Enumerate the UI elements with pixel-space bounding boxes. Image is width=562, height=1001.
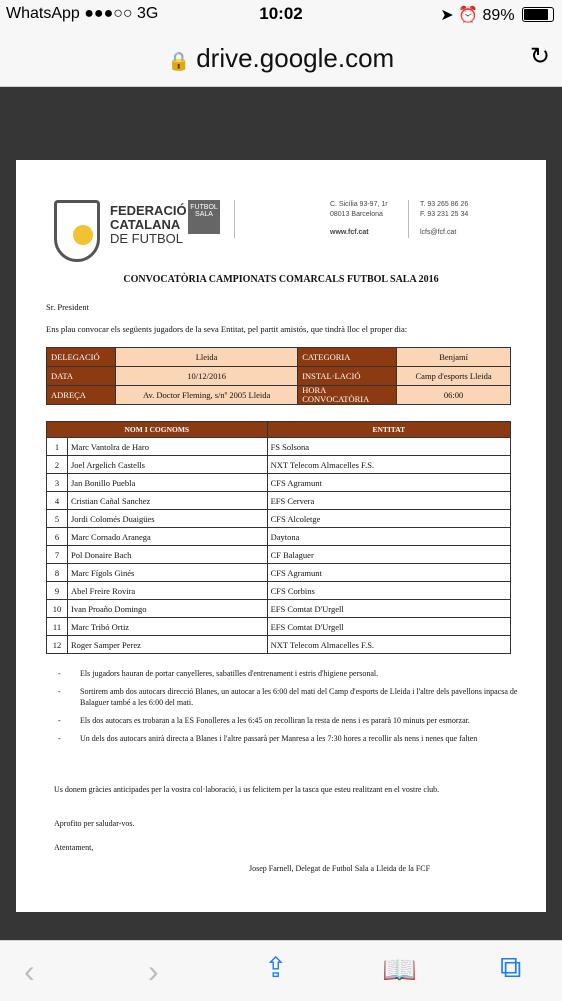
document-page — [16, 160, 546, 912]
futsal-badge: FUTBOL SALA — [188, 200, 220, 234]
note-item: - Un dels dos autocars anirà directa a Blanes i l'altre passarà per Manresa a les 7:30 hores a recollir als nens i nenes que falten — [58, 733, 518, 744]
player-club: Daytona — [267, 528, 510, 546]
value-categoria: Benjamí — [397, 348, 511, 367]
alarm-icon: ⏰ — [458, 7, 479, 24]
email: lcfs@fcf.cat — [420, 229, 457, 236]
divider — [234, 200, 235, 238]
clock: 10:02 — [259, 4, 303, 23]
org-name-line1: FEDERACIÓ — [110, 203, 187, 218]
battery-indicator — [440, 5, 554, 25]
label-installacio: INSTAL·LACIÓ — [298, 367, 397, 386]
signature: Josep Farnell, Delegat de Futbol Sala a Lleida de la FCF — [249, 864, 431, 873]
player-name: Jan Bonillo Puebla — [68, 474, 268, 492]
url-text: drive.google.com — [196, 43, 395, 73]
player-number: 12 — [47, 636, 68, 654]
org-name-line3: DE FUTBOL — [110, 231, 183, 246]
player-number: 10 — [47, 600, 68, 618]
player-club: CFS Agramunt — [267, 564, 510, 582]
web-address: www.fcf.cat — [330, 229, 369, 236]
table-row — [47, 618, 511, 636]
reload-icon[interactable]: ↻ — [529, 43, 550, 70]
notes-list — [58, 668, 518, 751]
player-name: Roger Samper Perez — [68, 636, 268, 654]
player-club: CFS Corbins — [267, 582, 510, 600]
header-name: NOM I COGNOMS — [47, 422, 268, 438]
share-icon[interactable]: ⇪ — [264, 952, 288, 983]
label-delegacio: DELEGACIÓ — [47, 348, 116, 367]
player-name: Marc Vantolra de Haro — [68, 438, 268, 456]
battery-icon — [522, 7, 554, 22]
table-row — [47, 438, 511, 456]
player-club: EFS Comtat D'Urgell — [267, 600, 510, 618]
player-club: CFS Agramunt — [267, 474, 510, 492]
forward-icon[interactable]: › — [148, 953, 159, 989]
player-number: 6 — [47, 528, 68, 546]
address-line2: 08013 Barcelona — [330, 211, 383, 218]
match-info-table — [46, 347, 511, 405]
player-name: Ivan Proaño Domingo — [68, 600, 268, 618]
lock-icon: 🔒 — [167, 51, 191, 71]
player-club: FS Solsona — [267, 438, 510, 456]
greeting: Sr. President — [46, 302, 89, 312]
note-item: - Els dos autocars es trobaran a la ES Fonolleres a les 6:45 on recolliran la resta de nens i es pararà 10 minuts per esmorzar. — [58, 715, 518, 726]
bookmarks-icon[interactable]: 📖 — [382, 954, 417, 985]
table-row — [47, 636, 511, 654]
player-name: Marc Fígols Ginés — [68, 564, 268, 582]
closing-text: Atentament, — [54, 843, 94, 852]
battery-percent: 89% — [482, 7, 515, 24]
player-name: Joel Argelich Castells — [68, 456, 268, 474]
phone-block — [420, 200, 468, 238]
player-number: 7 — [47, 546, 68, 564]
carrier-label: WhatsApp ●●●○○ 3G — [6, 5, 159, 22]
fax: F. 93 231 25 34 — [420, 211, 469, 218]
table-row — [47, 492, 511, 510]
header-club: ENTITAT — [267, 422, 510, 438]
regards-text: Aprofito per saludar-vos. — [54, 819, 135, 828]
shield-icon — [54, 200, 100, 262]
thanks-text: Us donem gràcies anticipades per la vostra col·laboració, i us felicitem per la tasca que esteu realitzant en el vostre club. — [54, 785, 440, 794]
table-row — [47, 474, 511, 492]
location-icon: ➤ — [440, 7, 454, 24]
player-number: 2 — [47, 456, 68, 474]
status-bar — [0, 0, 562, 30]
note-item: - Sortirem amb dos autocars direcció Blanes, un autocar a les 6:00 del mati del Camp d'esports de Lleida i l'altre dels pavellons inpacsa de Balaguer també a les 6:00 del mati. — [58, 686, 518, 708]
value-adreca: Av. Doctor Fleming, s/nº 2005 Lleida — [116, 386, 298, 405]
back-icon[interactable]: ‹ — [24, 953, 35, 989]
phone: T. 93 265 86 26 — [420, 201, 469, 208]
player-club: NXT Telecom Almacelles F.S. — [267, 636, 510, 654]
player-name: Jordi Colomés Duaigües — [68, 510, 268, 528]
label-hora: HORA CONVOCATÒRIA — [298, 386, 397, 405]
tabs-icon[interactable]: ⧉ — [500, 951, 522, 984]
table-row — [47, 564, 511, 582]
player-name: Marc Tribó Ortiz — [68, 618, 268, 636]
table-row — [47, 546, 511, 564]
divider — [408, 200, 409, 238]
table-row — [47, 510, 511, 528]
value-hora: 06:00 — [397, 386, 511, 405]
label-adreca: ADREÇA — [47, 386, 116, 405]
value-data: 10/12/2016 — [116, 367, 298, 386]
label-data: DATA — [47, 367, 116, 386]
label-categoria: CATEGORIA — [298, 348, 397, 367]
players-table — [46, 421, 511, 654]
player-number: 1 — [47, 438, 68, 456]
player-club: NXT Telecom Almacelles F.S. — [267, 456, 510, 474]
player-club: EFS Cervera — [267, 492, 510, 510]
player-number: 4 — [47, 492, 68, 510]
player-name: Marc Cornado Aranega — [68, 528, 268, 546]
player-name: Cristian Cañal Sanchez — [68, 492, 268, 510]
table-row — [47, 600, 511, 618]
note-item: - Els jugadors hauran de portar canyelleres, sabatilles d'entrenament i estris d'higiene personal. — [58, 668, 518, 679]
intro-text: Ens plau convocar els següents jugadors de la seva Entitat, pel partit amistós, que tindrà lloc el proper dia: — [46, 324, 408, 334]
table-row — [47, 528, 511, 546]
browser-toolbar — [0, 30, 562, 87]
document-title: CONVOCATÒRIA CAMPIONATS COMARCALS FUTBOL SALA 2016 — [123, 274, 439, 285]
player-name: Pol Donaire Bach — [68, 546, 268, 564]
player-number: 3 — [47, 474, 68, 492]
table-row — [47, 582, 511, 600]
player-number: 8 — [47, 564, 68, 582]
address-block — [330, 200, 388, 238]
browser-bottom-bar — [0, 940, 562, 1001]
player-club: CFS Alcoletge — [267, 510, 510, 528]
player-number: 11 — [47, 618, 68, 636]
value-delegacio: Lleida — [116, 348, 298, 367]
value-installacio: Camp d'esports Lleida — [397, 367, 511, 386]
player-name: Abel Freire Rovira — [68, 582, 268, 600]
player-number: 5 — [47, 510, 68, 528]
url-field[interactable] — [10, 38, 552, 78]
player-club: EFS Comtat D'Urgell — [267, 618, 510, 636]
org-name-line2: CATALANA — [110, 217, 181, 232]
fcf-logo — [54, 200, 254, 266]
player-number: 9 — [47, 582, 68, 600]
table-row — [47, 456, 511, 474]
address-line1: C. Sicília 93-97, 1r — [330, 201, 388, 208]
player-club: CF Balaguer — [267, 546, 510, 564]
